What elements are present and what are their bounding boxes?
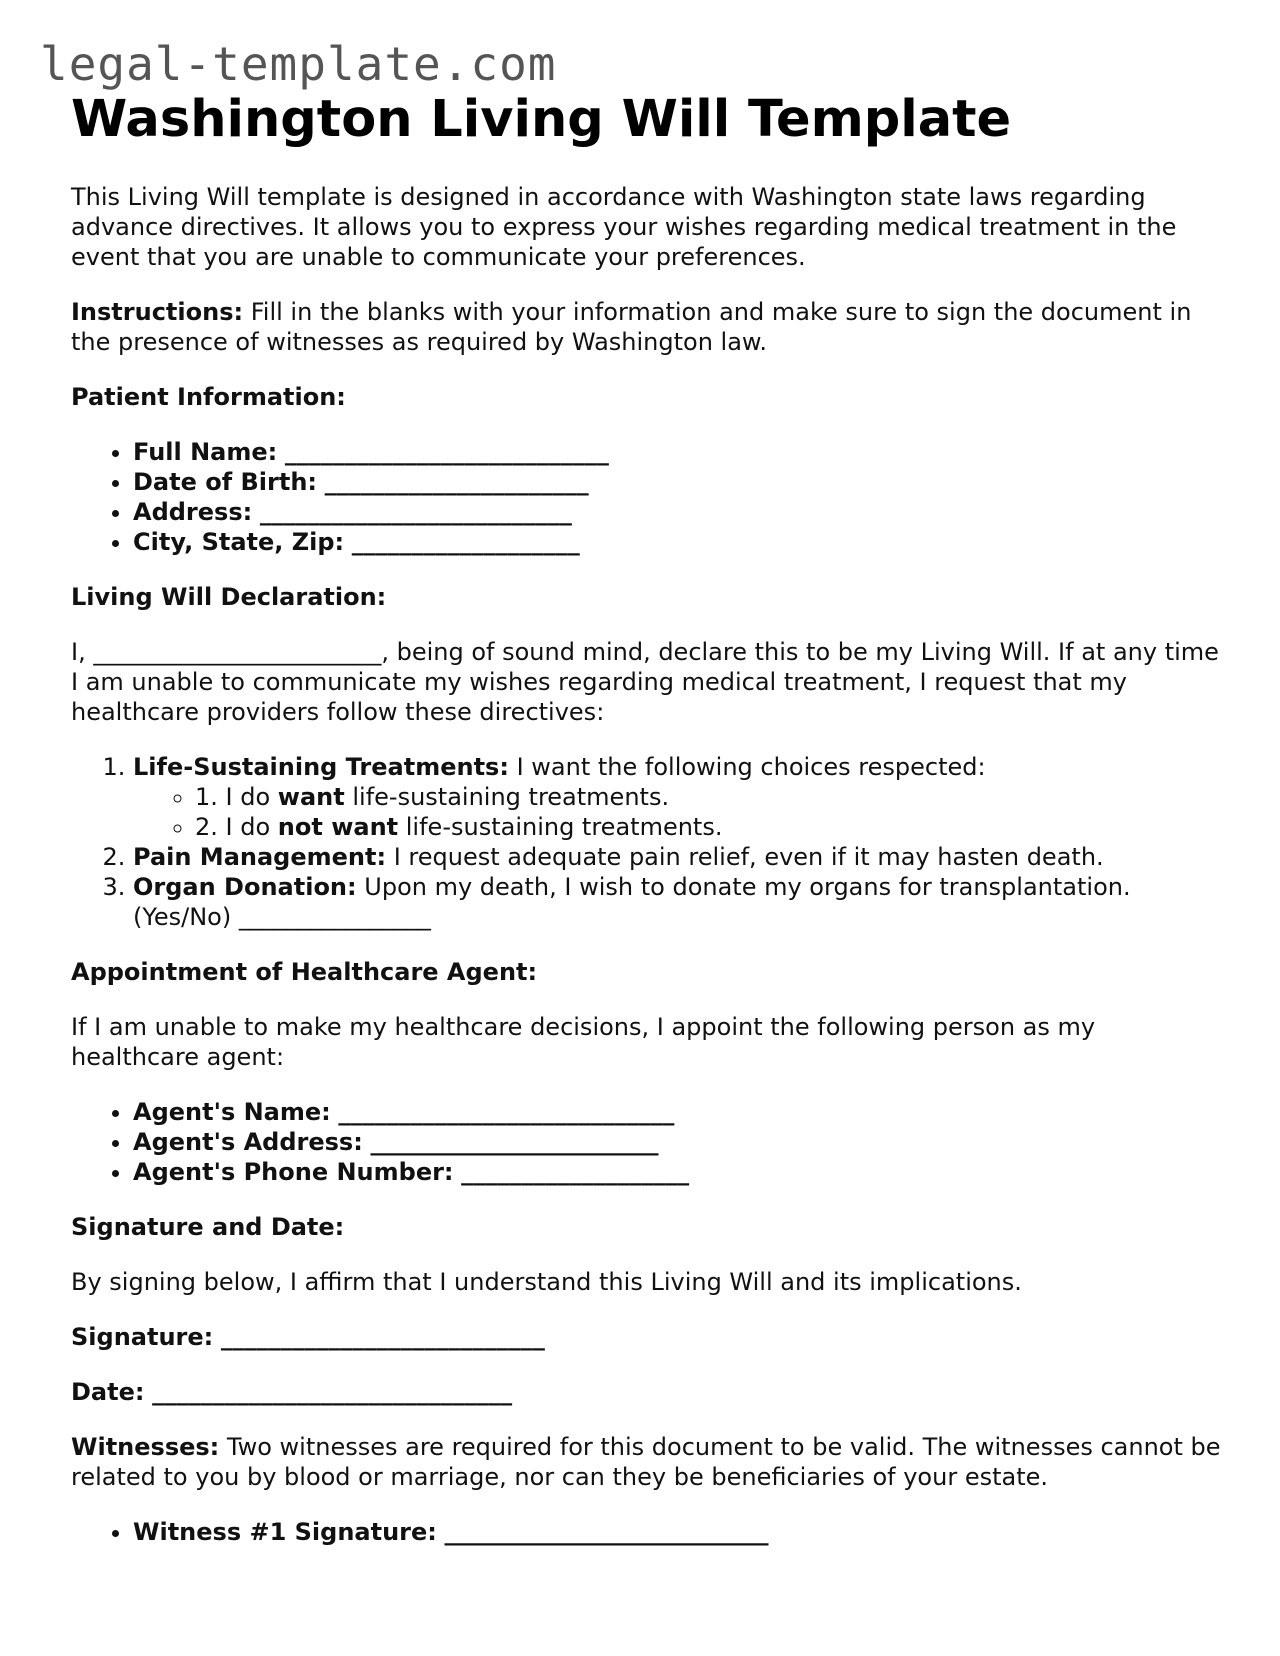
signature-paragraph: By signing below, I affirm that I understand this Living Will and its implications. [71,1268,1022,1296]
list-item [133,467,1221,497]
list-item [195,782,1221,812]
watermark-logo: legal-template.com [40,37,557,91]
instructions-label: Instructions: [71,298,244,326]
choice-text: life-sustaining treatments. [352,783,670,811]
field-label: Witness #1 Signature: [133,1518,437,1546]
directives-list [71,752,1221,932]
directive-label: Life-Sustaining Treatments: [133,753,509,781]
signature-blank[interactable]: ___________________________ [220,1323,545,1351]
date-line [71,1377,1221,1407]
witness-list [71,1517,1221,1547]
declaration-paragraph: I, ________________________, being of sound mind, declare this to be my Living Will. If at any time I am unable to communicate my wishes regarding medical treatment, I request that my healthcare providers follow these directives: [71,638,1219,726]
agent-name-blank[interactable]: ____________________________ [338,1098,675,1126]
document-body [71,88,1221,1572]
intro-paragraph: This Living Will template is designed in accordance with Washington state laws regarding advance directives. It allows you to express your wishes regarding medical treatment in the event that you are unable to communicate your preferences. [71,183,1177,271]
signature-line [71,1322,1221,1352]
date-label: Date: [71,1378,145,1406]
choice-emphasis: not want [277,813,399,841]
list-item [133,1127,1221,1157]
patient-info-heading: Patient Information: [71,383,346,411]
directive-label: Organ Donation: [133,873,357,901]
choice-prefix: 1. I do [195,783,271,811]
list-item [133,872,1221,932]
agent-paragraph: If I am unable to make my healthcare decisions, I appoint the following person as my healthcare agent: [71,1013,1096,1071]
list-item [133,497,1221,527]
list-item [133,842,1221,872]
declaration-heading: Living Will Declaration: [71,583,387,611]
field-label: Address: [133,498,253,526]
list-item [133,1097,1221,1127]
list-item [133,752,1221,842]
patient-info-list [71,437,1221,557]
field-label: City, State, Zip: [133,528,345,556]
agent-info-list [71,1097,1221,1187]
directive-text: I request adequate pain relief, even if it may hasten death. [393,843,1104,871]
date-blank[interactable]: ______________________________ [152,1378,513,1406]
choice-emphasis: want [277,783,345,811]
list-item [195,812,1221,842]
signature-heading: Signature and Date: [71,1213,345,1241]
field-label: Full Name: [133,438,278,466]
directive-text: Upon my death, I wish to donate my organs for transplantation. (Yes/No) ________________ [133,873,1131,931]
choice-text: life-sustaining treatments. [405,813,723,841]
witnesses-paragraph [71,1432,1221,1492]
address-blank[interactable]: __________________________ [259,498,572,526]
city-state-zip-blank[interactable]: ___________________ [351,528,580,556]
witness-1-signature-blank[interactable]: ___________________________ [444,1518,769,1546]
choice-prefix: 2. I do [195,813,271,841]
agent-phone-blank[interactable]: ___________________ [461,1158,690,1186]
date-of-birth-blank[interactable]: ______________________ [324,468,589,496]
agent-address-blank[interactable]: ________________________ [370,1128,659,1156]
full-name-blank[interactable]: ___________________________ [284,438,609,466]
page-title: Washington Living Will Template [71,90,1012,149]
agent-heading: Appointment of Healthcare Agent: [71,958,538,986]
instructions-paragraph [71,297,1221,357]
field-label: Agent's Phone Number: [133,1158,454,1186]
witnesses-text: Two witnesses are required for this document to be valid. The witnesses cannot be related to you by blood or marriage, nor can they be beneficiaries of your estate. [71,1433,1221,1491]
witnesses-label: Witnesses: [71,1433,220,1461]
list-item [133,1517,1221,1547]
signature-label: Signature: [71,1323,214,1351]
field-label: Date of Birth: [133,468,318,496]
field-label: Agent's Name: [133,1098,331,1126]
directive-label: Pain Management: [133,843,387,871]
directive-text: I want the following choices respected: [516,753,986,781]
list-item [133,1157,1221,1187]
instructions-text: Fill in the blanks with your information and make sure to sign the document in the presence of witnesses as required by Washington law. [71,298,1192,356]
treatment-choices-list [133,782,1221,842]
list-item [133,527,1221,557]
field-label: Agent's Address: [133,1128,363,1156]
list-item [133,437,1221,467]
